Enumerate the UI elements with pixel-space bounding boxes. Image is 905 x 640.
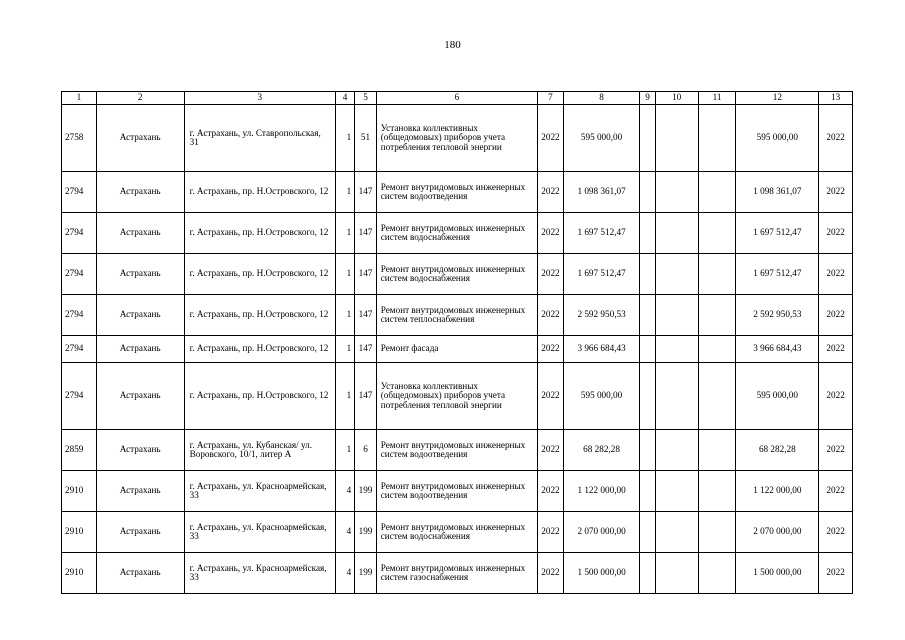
cell-col-4: 4: [335, 512, 354, 553]
cell-cost: 3 966 684,43: [563, 336, 640, 363]
cell-col-4: 1: [335, 105, 354, 172]
cell-total-cost: 3 966 684,43: [736, 336, 819, 363]
cell-col-9: [640, 430, 655, 471]
cell-year: 2022: [538, 295, 564, 336]
cell-municipality: Астрахань: [96, 254, 184, 295]
cell-year: 2022: [538, 363, 564, 430]
cell-end-year: 2022: [819, 471, 853, 512]
cell-address: г. Астрахань, пр. Н.Островского, 12: [184, 363, 335, 430]
cell-record-id: 2859: [62, 430, 97, 471]
cell-work-type: Ремонт внутридомовых инженерных систем теплоснабжения: [376, 295, 537, 336]
cell-col-11: [698, 430, 736, 471]
cell-work-type: Ремонт внутридомовых инженерных систем водоотведения: [376, 172, 537, 213]
cell-end-year: 2022: [819, 172, 853, 213]
cell-col-5: 199: [355, 471, 376, 512]
cell-col-9: [640, 336, 655, 363]
cell-col-5: 199: [355, 512, 376, 553]
column-header-6: 6: [376, 92, 537, 105]
cell-cost: 1 098 361,07: [563, 172, 640, 213]
cell-col-4: 1: [335, 172, 354, 213]
cell-municipality: Астрахань: [96, 363, 184, 430]
cell-col-11: [698, 172, 736, 213]
cell-col-9: [640, 512, 655, 553]
cell-end-year: 2022: [819, 553, 853, 594]
cell-municipality: Астрахань: [96, 172, 184, 213]
cell-record-id: 2758: [62, 105, 97, 172]
cell-cost: 1 500 000,00: [563, 553, 640, 594]
cell-col-4: 1: [335, 336, 354, 363]
column-header-11: 11: [698, 92, 736, 105]
cell-record-id: 2910: [62, 512, 97, 553]
cell-record-id: 2794: [62, 172, 97, 213]
cell-col-5: 147: [355, 213, 376, 254]
table-row: [62, 471, 853, 512]
cell-col-11: [698, 295, 736, 336]
cell-col-10: [655, 553, 698, 594]
cell-total-cost: 1 098 361,07: [736, 172, 819, 213]
cell-work-type: Ремонт внутридомовых инженерных систем водоснабжения: [376, 213, 537, 254]
cell-cost: 1 697 512,47: [563, 254, 640, 295]
cell-work-type: Ремонт внутридомовых инженерных систем водоснабжения: [376, 254, 537, 295]
cell-col-10: [655, 471, 698, 512]
cell-cost: 2 592 950,53: [563, 295, 640, 336]
cell-year: 2022: [538, 512, 564, 553]
cell-municipality: Астрахань: [96, 295, 184, 336]
cell-col-5: 147: [355, 172, 376, 213]
cell-address: г. Астрахань, ул. Красноармейская, 33: [184, 471, 335, 512]
column-header-10: 10: [655, 92, 698, 105]
cell-col-10: [655, 254, 698, 295]
cell-col-5: 6: [355, 430, 376, 471]
cell-record-id: 2910: [62, 471, 97, 512]
cell-address: г. Астрахань, ул. Красноармейская, 33: [184, 553, 335, 594]
cell-total-cost: 68 282,28: [736, 430, 819, 471]
cell-total-cost: 1 500 000,00: [736, 553, 819, 594]
cell-col-9: [640, 363, 655, 430]
cell-col-4: 1: [335, 295, 354, 336]
table-row: [62, 512, 853, 553]
cell-col-10: [655, 105, 698, 172]
cell-cost: 1 697 512,47: [563, 213, 640, 254]
table-row: [62, 172, 853, 213]
cell-col-9: [640, 105, 655, 172]
table-header-row: [62, 92, 853, 105]
cell-cost: 2 070 000,00: [563, 512, 640, 553]
cell-record-id: 2910: [62, 553, 97, 594]
capital-repair-table: [61, 91, 853, 594]
cell-col-9: [640, 471, 655, 512]
cell-col-11: [698, 553, 736, 594]
cell-col-9: [640, 172, 655, 213]
table-row: [62, 553, 853, 594]
cell-col-11: [698, 336, 736, 363]
table-row: [62, 336, 853, 363]
cell-address: г. Астрахань, ул. Красноармейская, 33: [184, 512, 335, 553]
cell-work-type: Ремонт внутридомовых инженерных систем водоотведения: [376, 430, 537, 471]
cell-col-10: [655, 363, 698, 430]
cell-col-5: 199: [355, 553, 376, 594]
table-row: [62, 254, 853, 295]
table-row: [62, 105, 853, 172]
cell-year: 2022: [538, 430, 564, 471]
page-number: 180: [444, 39, 461, 51]
cell-municipality: Астрахань: [96, 512, 184, 553]
cell-end-year: 2022: [819, 430, 853, 471]
column-header-7: 7: [538, 92, 564, 105]
cell-col-11: [698, 213, 736, 254]
table-row: [62, 430, 853, 471]
cell-col-10: [655, 512, 698, 553]
table-row: [62, 213, 853, 254]
cell-total-cost: 1 697 512,47: [736, 254, 819, 295]
column-header-2: 2: [96, 92, 184, 105]
cell-total-cost: 2 070 000,00: [736, 512, 819, 553]
cell-record-id: 2794: [62, 363, 97, 430]
cell-col-4: 4: [335, 471, 354, 512]
cell-record-id: 2794: [62, 336, 97, 363]
cell-col-11: [698, 363, 736, 430]
cell-record-id: 2794: [62, 295, 97, 336]
cell-address: г. Астрахань, ул. Кубанская/ ул. Воровского, 10/1, литер А: [184, 430, 335, 471]
cell-total-cost: 1 122 000,00: [736, 471, 819, 512]
cell-col-9: [640, 254, 655, 295]
cell-total-cost: 2 592 950,53: [736, 295, 819, 336]
cell-col-4: 4: [335, 553, 354, 594]
cell-end-year: 2022: [819, 213, 853, 254]
cell-work-type: Ремонт фасада: [376, 336, 537, 363]
cell-total-cost: 595 000,00: [736, 105, 819, 172]
cell-col-10: [655, 172, 698, 213]
cell-end-year: 2022: [819, 336, 853, 363]
cell-end-year: 2022: [819, 295, 853, 336]
column-header-13: 13: [819, 92, 853, 105]
cell-work-type: Установка коллективных (общедомовых) приборов учета потребления тепловой энергии: [376, 105, 537, 172]
cell-work-type: Ремонт внутридомовых инженерных систем водоснабжения: [376, 512, 537, 553]
cell-col-5: 147: [355, 363, 376, 430]
column-header-5: 5: [355, 92, 376, 105]
cell-col-9: [640, 295, 655, 336]
cell-end-year: 2022: [819, 363, 853, 430]
column-header-8: 8: [563, 92, 640, 105]
column-header-3: 3: [184, 92, 335, 105]
cell-col-10: [655, 336, 698, 363]
cell-address: г. Астрахань, пр. Н.Островского, 12: [184, 336, 335, 363]
column-header-9: 9: [640, 92, 655, 105]
cell-year: 2022: [538, 105, 564, 172]
cell-work-type: Ремонт внутридомовых инженерных систем газоснабжения: [376, 553, 537, 594]
cell-col-9: [640, 553, 655, 594]
cell-end-year: 2022: [819, 254, 853, 295]
cell-address: г. Астрахань, ул. Ставропольская, 31: [184, 105, 335, 172]
cell-col-5: 147: [355, 295, 376, 336]
cell-year: 2022: [538, 172, 564, 213]
cell-col-4: 1: [335, 254, 354, 295]
cell-address: г. Астрахань, пр. Н.Островского, 12: [184, 213, 335, 254]
cell-col-4: 1: [335, 363, 354, 430]
cell-record-id: 2794: [62, 213, 97, 254]
cell-col-11: [698, 254, 736, 295]
cell-work-type: Ремонт внутридомовых инженерных систем водоотведения: [376, 471, 537, 512]
cell-municipality: Астрахань: [96, 553, 184, 594]
cell-col-4: 1: [335, 430, 354, 471]
cell-cost: 68 282,28: [563, 430, 640, 471]
cell-record-id: 2794: [62, 254, 97, 295]
cell-year: 2022: [538, 213, 564, 254]
cell-col-9: [640, 213, 655, 254]
cell-col-11: [698, 471, 736, 512]
cell-address: г. Астрахань, пр. Н.Островского, 12: [184, 172, 335, 213]
cell-cost: 1 122 000,00: [563, 471, 640, 512]
cell-end-year: 2022: [819, 512, 853, 553]
cell-col-11: [698, 512, 736, 553]
cell-total-cost: 595 000,00: [736, 363, 819, 430]
column-header-12: 12: [736, 92, 819, 105]
cell-total-cost: 1 697 512,47: [736, 213, 819, 254]
cell-col-10: [655, 430, 698, 471]
cell-year: 2022: [538, 471, 564, 512]
cell-address: г. Астрахань, пр. Н.Островского, 12: [184, 254, 335, 295]
cell-municipality: Астрахань: [96, 105, 184, 172]
column-header-4: 4: [335, 92, 354, 105]
cell-year: 2022: [538, 254, 564, 295]
cell-address: г. Астрахань, пр. Н.Островского, 12: [184, 295, 335, 336]
cell-col-5: 147: [355, 336, 376, 363]
cell-col-11: [698, 105, 736, 172]
cell-year: 2022: [538, 336, 564, 363]
cell-col-10: [655, 213, 698, 254]
cell-work-type: Установка коллективных (общедомовых) приборов учета потребления тепловой энергии: [376, 363, 537, 430]
cell-municipality: Астрахань: [96, 213, 184, 254]
cell-municipality: Астрахань: [96, 471, 184, 512]
cell-col-5: 147: [355, 254, 376, 295]
table-row: [62, 295, 853, 336]
cell-end-year: 2022: [819, 105, 853, 172]
cell-municipality: Астрахань: [96, 430, 184, 471]
cell-col-10: [655, 295, 698, 336]
cell-col-4: 1: [335, 213, 354, 254]
cell-municipality: Астрахань: [96, 336, 184, 363]
cell-col-5: 51: [355, 105, 376, 172]
column-header-1: 1: [62, 92, 97, 105]
cell-cost: 595 000,00: [563, 105, 640, 172]
cell-cost: 595 000,00: [563, 363, 640, 430]
cell-year: 2022: [538, 553, 564, 594]
table-row: [62, 363, 853, 430]
